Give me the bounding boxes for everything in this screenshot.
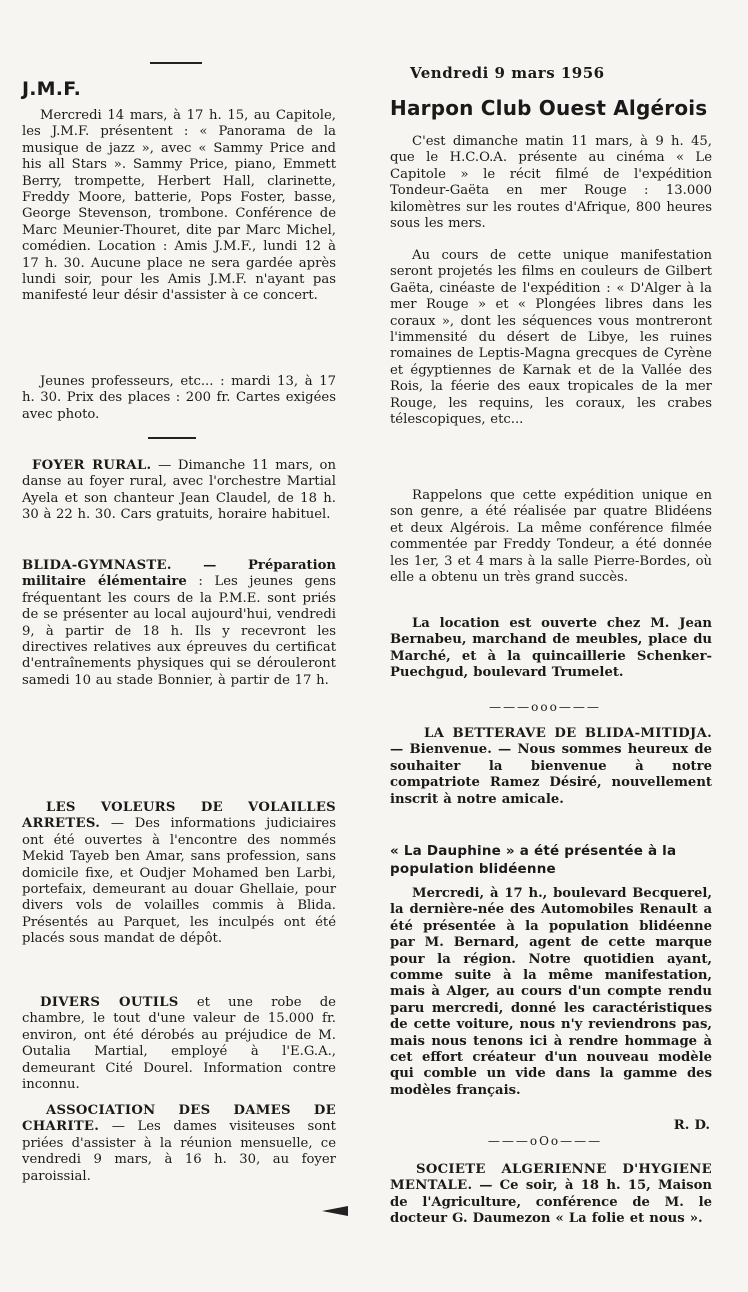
dauphine-body: Mercredi, à 17 h., boulevard Becquerel, la dernière-née des Automobiles Renault a été présentée à la population blidéenne par M. Bernard, agent de cette marque pour la région. Notre quotidien ayant, comme suite à la même manifestation, mais à Alger, au cours d'un compte rendu paru mercredi, donné les caractéristiques de cette voiture, nous n'y reviendrons pas, mais nous tenons ici à rendre hommage à cet effort créateur d'un nouveau modèle qui comble un vide dans la gamme des modèles français.: [390, 886, 712, 1098]
jmf-title: J.M.F.: [22, 78, 82, 100]
jmf-body: Mercredi 14 mars, à 17 h. 15, au Capitole, les J.M.F. présentent : « Panorama de la musique de jazz », avec « Sammy Price and his all Stars ». Sammy Price, piano, Emmett Berry, trompette, Herbert Hall, clarinette, Freddy Moore, batterie, Pops Foster, basse, George Stevenson, trombone. Conférence de Marc Meunier-Thouret, dite par Marc Michel, comédien. Location : Amis J.M.F., lundi 12 à 17 h. 30. Aucune place ne sera gardée après lundi soir, pour les Amis J.M.F. n'ayant pas manifesté leur désir d'assister à ce concert.: [22, 108, 336, 304]
voleurs-title: LES VOLEURS DE VOLAILLES ARRETES.: [22, 800, 336, 832]
continuation-arrow-icon: [322, 1206, 348, 1216]
voleurs-article: LES VOLEURS DE VOLAILLES ARRETES. — Des informations judiciaires ont été ouvertes à l'encontre des nommés Mekid Tayeb ben Amar, sans profession, sans domicile fixe, et Oudjer Mohamed ben Larbi, portefaix, demeurant au douar Ghellaie, pour divers vols de volailles commis à Blida. Présentés au Parquet, les inculpés ont été placés sous mandat de dépôt.: [22, 800, 336, 947]
harpon-p2: Au cours de cette unique manifestation seront projetés les films en couleurs de Gilbert Gaëta, cinéaste de l'expédition : « D'Alger à la mer Rouge » et « Plongées libres dans les coraux », dont les séquences vous montreront l'immensité du désert de Libye, les ruines romaines de Leptis-Magna grecques de Cyrène et égyptiennes de Karnak et de la Vallée des Rois, la féerie des eaux tropicales de la mer Rouge, les requins, les coraux, les crabes télescopiques, etc...: [390, 248, 712, 428]
harpon-p1: C'est dimanche matin 11 mars, à 9 h. 45, que le H.C.O.A. présente au cinéma « Le Capitole » le récit filmé de l'expédition Tondeur-Gaëta en mer Rouge : 13.000 kilomètres sur les routes d'Afrique, 800 heures sous les mers.: [390, 134, 712, 232]
betterave-title: LA BETTERAVE DE BLIDA-MITIDJA.: [424, 726, 712, 741]
jmf-body-2: Jeunes professeurs, etc... : mardi 13, à 17 h. 30. Prix des places : 200 fr. Cartes exigées avec photo.: [22, 374, 336, 422]
top-rule-left: [150, 62, 202, 64]
betterave-article: LA BETTERAVE DE BLIDA-MITIDJA. — Bienvenue. — Nous sommes heureux de souhaiter la bienvenue à notre compatriote Ramez Désiré, nouvellement inscrit à notre amicale.: [390, 726, 712, 807]
ornament-divider-2: ———oOo———: [487, 1134, 603, 1148]
dateline: Vendredi 9 mars 1956: [410, 64, 605, 82]
blida-gymnaste-lead: — Préparation militaire élémentaire: [22, 558, 336, 590]
dames-title: ASSOCIATION DES DAMES DE CHARITE.: [22, 1103, 336, 1135]
ornament-divider-1: ———ooo———: [489, 700, 601, 714]
hygiene-title: SOCIETE ALGERIENNE D'HYGIENE MENTALE.: [390, 1162, 712, 1194]
harpon-p3: Rappelons que cette expédition unique en son genre, a été réalisée par quatre Blidéens et deux Algérois. La même conférence filmée commentée par Freddy Tondeur, a été donnée les 1er, 3 et 4 mars à la salle Pierre-Bordes, où elle a obtenu un très grand succès.: [390, 488, 712, 586]
harpon-headline: Harpon Club Ouest Algérois: [390, 96, 708, 120]
foyer-rural-title: FOYER RURAL.: [32, 458, 152, 473]
rule-after-jmf: [148, 437, 196, 439]
harpon-p4: La location est ouverte chez M. Jean Bernabeu, marchand de meubles, place du Marché, et à la quincaillerie Schenker-Puechgud, boulevard Trumelet.: [390, 616, 712, 681]
dauphine-signature: R. D.: [673, 1118, 710, 1133]
outils-title: DIVERS OUTILS: [40, 995, 179, 1010]
foyer-rural-article: FOYER RURAL. — Dimanche 11 mars, on danse au foyer rural, avec l'orchestre Martial Ayela et son chanteur Jean Claudel, de 18 h. 30 à 22 h. 30. Cars gratuits, horaire habituel.: [22, 458, 336, 523]
outils-article: DIVERS OUTILS et une robe de chambre, le tout d'une valeur de 15.000 fr. environ, ont été dérobés au préjudice de M. Outalia Martial, employé à l'E.G.A., demeurant Cité Dourel. Information contre inconnu.: [22, 995, 336, 1093]
hygiene-article: SOCIETE ALGERIENNE D'HYGIENE MENTALE. — Ce soir, à 18 h. 15, Maison de l'Agriculture, conférence de M. le docteur G. Daumezon « La folie et nous ».: [390, 1162, 712, 1227]
dauphine-headline: « La Dauphine » a été présentée à la population blidéenne: [390, 843, 677, 877]
dames-article: ASSOCIATION DES DAMES DE CHARITE. — Les dames visiteuses sont priées d'assister à la réunion mensuelle, ce vendredi 9 mars, à 16 h. 30, au foyer paroissial.: [22, 1103, 336, 1184]
blida-gymnaste-article: BLIDA-GYMNASTE. — Préparation militaire élémentaire : Les jeunes gens fréquentant les cours de la P.M.E. sont priés de se présenter au local aujourd'hui, vendredi 9, à partir de 18 h. Ils y recevront les directives relatives aux épreuves du certificat d'entraînements physiques qui se dérouleront samedi 10 au stade Bonnier, à partir de 17 h.: [22, 558, 336, 688]
blida-gymnaste-title: BLIDA-GYMNASTE.: [22, 558, 172, 573]
